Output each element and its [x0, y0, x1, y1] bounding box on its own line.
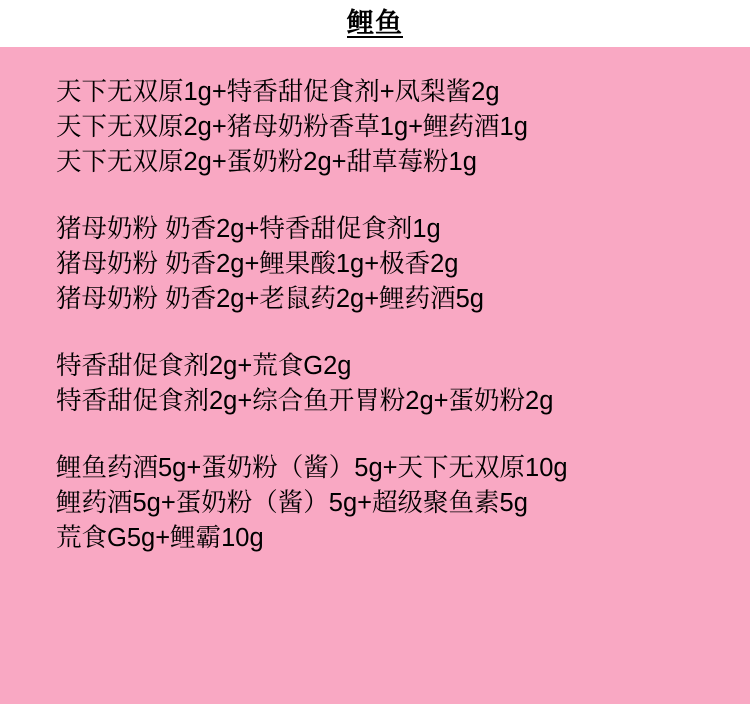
- recipe-line: 天下无双原1g+特香甜促食剂+凤梨酱2g: [56, 78, 500, 106]
- recipe-line: 荒食G5g+鲤霸10g: [56, 524, 264, 552]
- page-title: 鲤鱼: [347, 8, 403, 38]
- recipe-content: [0, 47, 750, 704]
- recipe-line: 天下无双原2g+猪母奶粉香草1g+鲤药酒1g: [56, 113, 528, 141]
- recipe-line: 特香甜促食剂2g+综合鱼开胃粉2g+蛋奶粉2g: [56, 387, 554, 415]
- recipe-line: 猪母奶粉 奶香2g+特香甜促食剂1g: [56, 215, 441, 243]
- title-bar: [0, 0, 750, 47]
- recipe-group: [56, 212, 750, 317]
- recipe-line: 鲤鱼药酒5g+蛋奶粉（酱）5g+天下无双原10g: [56, 454, 568, 482]
- recipe-line: 天下无双原2g+蛋奶粉2g+甜草莓粉1g: [56, 148, 477, 176]
- recipe-line: 猪母奶粉 奶香2g+鲤果酸1g+极香2g: [56, 250, 459, 278]
- recipe-group: [56, 451, 750, 556]
- recipe-group: [56, 75, 750, 180]
- recipe-line: 鲤药酒5g+蛋奶粉（酱）5g+超级聚鱼素5g: [56, 489, 528, 517]
- recipe-group: [56, 349, 750, 419]
- recipe-line: 猪母奶粉 奶香2g+老鼠药2g+鲤药酒5g: [56, 285, 484, 313]
- recipe-line: 特香甜促食剂2g+荒食G2g: [56, 352, 352, 380]
